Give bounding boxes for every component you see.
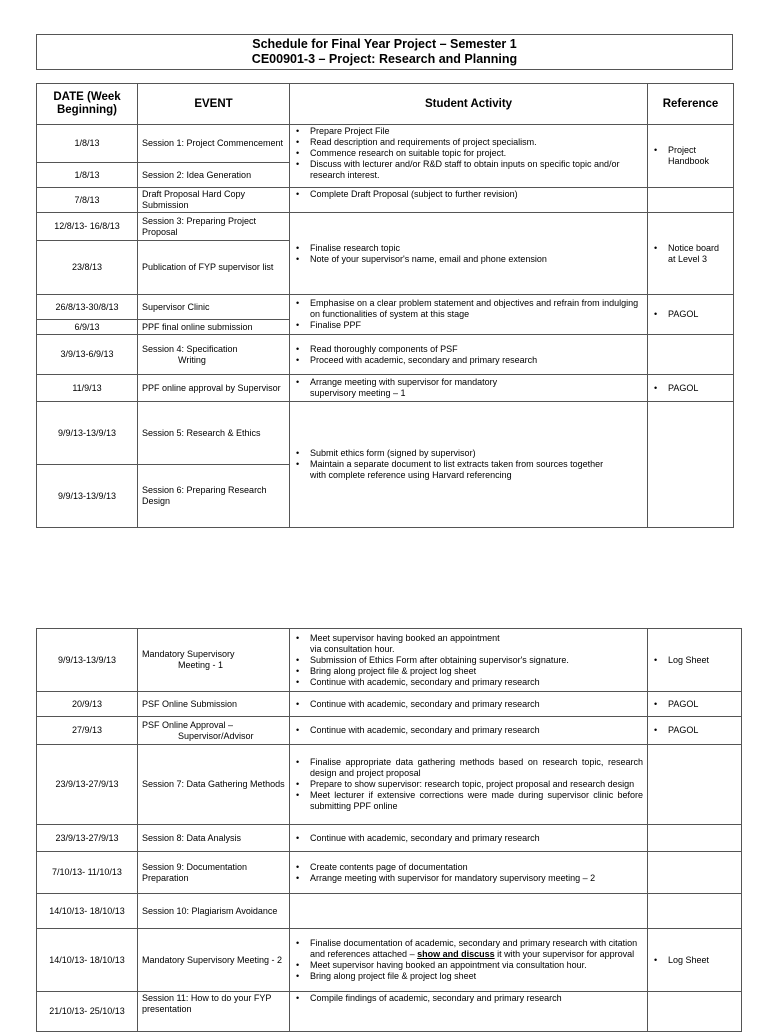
event-cell bbox=[138, 717, 290, 745]
header-event: EVENT bbox=[138, 84, 290, 125]
list-item bbox=[310, 459, 643, 481]
list-item: • Note of your supervisor's name, email and phone extension bbox=[310, 254, 643, 265]
table-row bbox=[37, 335, 734, 375]
activity-cell bbox=[290, 188, 648, 213]
reference-cell bbox=[648, 692, 742, 717]
event-cell: PPF online approval by Supervisor bbox=[138, 375, 290, 402]
date-cell: 23/9/13-27/9/13 bbox=[37, 745, 138, 825]
date-cell: 7/10/13- 11/10/13 bbox=[37, 852, 138, 894]
reference-cell bbox=[648, 929, 742, 992]
list-item: • Continue with academic, secondary and primary research bbox=[310, 699, 643, 710]
reference-cell bbox=[648, 745, 742, 825]
list-item bbox=[310, 377, 643, 399]
activity-cell bbox=[290, 692, 648, 717]
list-item: • Notice board at Level 3 bbox=[668, 243, 729, 265]
list-item: • Prepare Project File bbox=[310, 126, 643, 137]
header-student-activity: Student Activity bbox=[290, 84, 648, 125]
title-line-1: Schedule for Final Year Project – Semester 1 bbox=[252, 37, 517, 51]
event-text: Meeting - 1 bbox=[178, 660, 224, 670]
table-row bbox=[37, 745, 742, 825]
list-item: • Bring along project file & project log sheet bbox=[310, 666, 643, 677]
activity-cell bbox=[290, 825, 648, 852]
date-cell: 14/10/13- 18/10/13 bbox=[37, 929, 138, 992]
reference-cell bbox=[648, 992, 742, 1032]
activity-text: Meet supervisor having booked an appointment bbox=[310, 632, 500, 643]
activity-cell bbox=[290, 717, 648, 745]
date-cell: 14/10/13- 18/10/13 bbox=[37, 894, 138, 929]
activity-cell bbox=[290, 745, 648, 825]
table-row bbox=[37, 717, 742, 745]
event-cell: Session 7: Data Gathering Methods bbox=[138, 745, 290, 825]
reference-cell bbox=[648, 335, 734, 375]
title-line-2: CE00901-3 – Project: Research and Planning bbox=[251, 52, 518, 66]
list-item: • Finalise appropriate data gathering methods based on research topic, research design and project proposal bbox=[310, 757, 643, 779]
date-cell: 6/9/13 bbox=[37, 320, 138, 335]
list-item: • Meet supervisor having booked an appointment via consultation hour. bbox=[310, 960, 643, 971]
date-cell: 23/9/13-27/9/13 bbox=[37, 825, 138, 852]
header-date: DATE (Week Beginning) bbox=[37, 84, 138, 125]
event-text: PSF Online Approval – bbox=[142, 719, 234, 730]
list-item: • Emphasise on a clear problem statement and objectives and refrain from indulging on functionalities of system at this stage bbox=[310, 298, 643, 320]
schedule-title bbox=[36, 34, 733, 70]
list-item bbox=[310, 938, 643, 960]
list-item: • Prepare to show supervisor: research topic, project proposal and research design bbox=[310, 779, 643, 790]
list-item: • PAGOL bbox=[668, 699, 737, 710]
activity-text: Maintain a separate document to list extracts taken from sources together bbox=[310, 459, 604, 469]
table-row bbox=[37, 629, 742, 692]
table-row bbox=[37, 375, 734, 402]
event-cell: PSF Online Submission bbox=[138, 692, 290, 717]
list-item: • Project Handbook bbox=[668, 145, 729, 167]
list-item: • PAGOL bbox=[668, 309, 729, 320]
date-cell: 21/10/13- 25/10/13 bbox=[37, 992, 138, 1032]
event-cell: Session 6: Preparing Research Design bbox=[138, 465, 290, 528]
list-item bbox=[310, 633, 643, 655]
table-row bbox=[37, 894, 742, 929]
date-cell: 9/9/13-13/9/13 bbox=[37, 629, 138, 692]
activity-text: with complete reference using Harvard referencing bbox=[310, 470, 512, 480]
event-cell: Mandatory Supervisory Meeting - 2 bbox=[138, 929, 290, 992]
header-reference: Reference bbox=[648, 84, 734, 125]
event-cell: Session 3: Preparing Project Proposal bbox=[138, 213, 290, 241]
reference-cell bbox=[648, 852, 742, 894]
date-cell: 7/8/13 bbox=[37, 188, 138, 213]
table-row bbox=[37, 213, 734, 241]
date-cell: 27/9/13 bbox=[37, 717, 138, 745]
list-item: • Complete Draft Proposal (subject to further revision) bbox=[310, 189, 643, 200]
event-cell: Session 5: Research & Ethics bbox=[138, 402, 290, 465]
event-cell: Session 9: Documentation Preparation bbox=[138, 852, 290, 894]
event-cell: Session 2: Idea Generation bbox=[138, 163, 290, 188]
list-item: • Bring along project file & project log sheet bbox=[310, 971, 643, 982]
event-text: Session 4: Specification bbox=[142, 343, 238, 354]
event-cell bbox=[138, 629, 290, 692]
event-cell: Session 10: Plagiarism Avoidance bbox=[138, 894, 290, 929]
date-cell: 3/9/13-6/9/13 bbox=[37, 335, 138, 375]
list-item: • Submission of Ethics Form after obtaining supervisor's signature. bbox=[310, 655, 643, 666]
activity-text: it with your supervisor for approval bbox=[494, 949, 635, 959]
list-item: • Continue with academic, secondary and primary research bbox=[310, 677, 643, 688]
activity-list bbox=[294, 126, 643, 181]
activity-cell bbox=[290, 992, 648, 1032]
list-item: • Discuss with lecturer and/or R&D staff to obtain inputs on specific topic and/or research interest. bbox=[310, 159, 643, 181]
date-cell: 1/8/13 bbox=[37, 163, 138, 188]
activity-cell bbox=[290, 402, 648, 528]
event-cell: Draft Proposal Hard Copy Submission bbox=[138, 188, 290, 213]
date-cell: 9/9/13-13/9/13 bbox=[37, 402, 138, 465]
date-cell: 20/9/13 bbox=[37, 692, 138, 717]
event-cell: PPF final online submission bbox=[138, 320, 290, 335]
event-text: Supervisor/Advisor bbox=[178, 730, 254, 741]
date-cell: 11/9/13 bbox=[37, 375, 138, 402]
date-cell: 23/8/13 bbox=[37, 241, 138, 295]
event-cell: Publication of FYP supervisor list bbox=[138, 241, 290, 295]
activity-cell bbox=[290, 125, 648, 188]
list-item: • Finalise PPF bbox=[310, 320, 643, 331]
list-item: • Continue with academic, secondary and primary research bbox=[310, 833, 643, 844]
list-item: • Finalise research topic bbox=[310, 243, 643, 254]
list-item: • Submit ethics form (signed by supervisor) bbox=[310, 448, 643, 459]
list-item: • Proceed with academic, secondary and primary research bbox=[310, 355, 643, 366]
activity-text-underlined: show and discuss bbox=[417, 949, 495, 959]
table-row bbox=[37, 852, 742, 894]
list-item: • Compile findings of academic, secondary and primary research bbox=[310, 993, 643, 1004]
activity-cell bbox=[290, 375, 648, 402]
reference-cell bbox=[648, 125, 734, 188]
activity-text: via consultation hour. bbox=[310, 643, 395, 654]
reference-cell bbox=[648, 188, 734, 213]
table-row bbox=[37, 402, 734, 465]
reference-cell bbox=[648, 295, 734, 335]
table-row bbox=[37, 295, 734, 320]
activity-cell bbox=[290, 629, 648, 692]
table-row bbox=[37, 692, 742, 717]
list-item: • Meet lecturer if extensive corrections were made during supervisor clinic before submitting PPF online bbox=[310, 790, 643, 812]
event-cell: Session 8: Data Analysis bbox=[138, 825, 290, 852]
reference-cell bbox=[648, 894, 742, 929]
activity-text: Arrange meeting with supervisor for mandatory bbox=[310, 377, 498, 387]
activity-text: Finalise documentation of academic, secondary and primary research with citation and references attached – bbox=[310, 938, 638, 959]
reference-cell bbox=[648, 213, 734, 295]
list-item: • Create contents page of documentation bbox=[310, 862, 643, 873]
event-cell: Session 1: Project Commencement bbox=[138, 125, 290, 163]
table-row bbox=[37, 992, 742, 1032]
list-item: • PAGOL bbox=[668, 383, 729, 394]
event-text: Mandatory Supervisory bbox=[142, 649, 235, 659]
list-item: • PAGOL bbox=[668, 725, 737, 736]
date-cell: 26/8/13-30/8/13 bbox=[37, 295, 138, 320]
event-cell: Supervisor Clinic bbox=[138, 295, 290, 320]
schedule-table-2 bbox=[36, 628, 742, 1032]
list-item: • Arrange meeting with supervisor for mandatory supervisory meeting – 2 bbox=[310, 873, 643, 884]
list-item: • Log Sheet bbox=[668, 655, 737, 666]
reference-cell bbox=[648, 375, 734, 402]
date-cell: 9/9/13-13/9/13 bbox=[37, 465, 138, 528]
reference-cell bbox=[648, 825, 742, 852]
list-item: • Read description and requirements of project specialism. bbox=[310, 137, 643, 148]
list-item: • Log Sheet bbox=[668, 955, 737, 966]
event-cell: Session 11: How to do your FYP presentation bbox=[138, 992, 290, 1032]
activity-cell bbox=[290, 295, 648, 335]
event-text: Writing bbox=[178, 354, 206, 365]
event-cell bbox=[138, 335, 290, 375]
date-cell: 12/8/13- 16/8/13 bbox=[37, 213, 138, 241]
activity-cell bbox=[290, 894, 648, 929]
activity-cell bbox=[290, 852, 648, 894]
table-row bbox=[37, 825, 742, 852]
table-row bbox=[37, 188, 734, 213]
list-item: • Read thoroughly components of PSF bbox=[310, 344, 643, 355]
activity-cell bbox=[290, 335, 648, 375]
list-item: • Commence research on suitable topic for project. bbox=[310, 148, 643, 159]
activity-cell bbox=[290, 213, 648, 295]
activity-cell bbox=[290, 929, 648, 992]
schedule-table-1 bbox=[36, 83, 734, 528]
activity-text: supervisory meeting – 1 bbox=[310, 388, 406, 398]
reference-cell bbox=[648, 402, 734, 528]
table-row bbox=[37, 929, 742, 992]
reference-cell bbox=[648, 629, 742, 692]
reference-cell bbox=[648, 717, 742, 745]
list-item: • Continue with academic, secondary and primary research bbox=[310, 725, 643, 736]
date-cell: 1/8/13 bbox=[37, 125, 138, 163]
table-row bbox=[37, 125, 734, 163]
